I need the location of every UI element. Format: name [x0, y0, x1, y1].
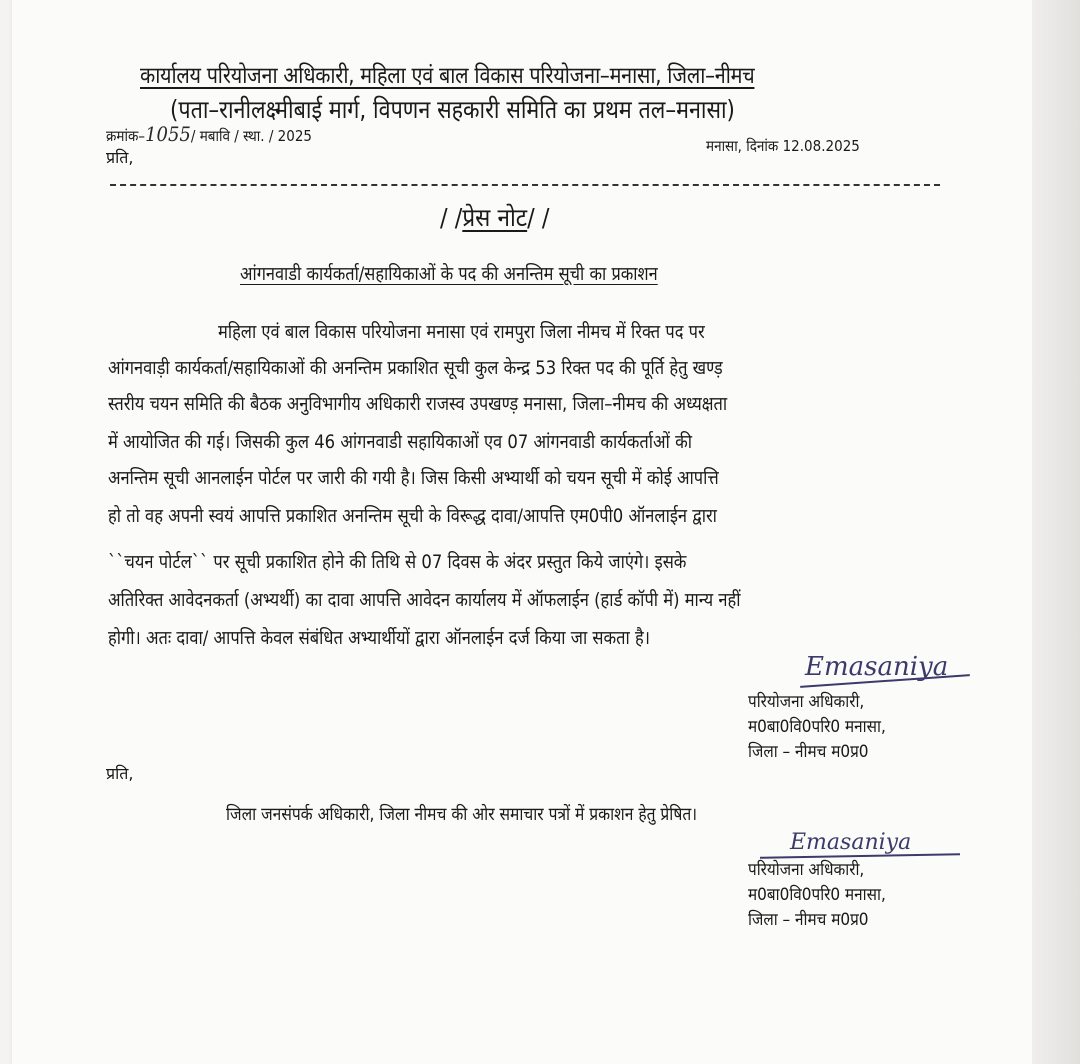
signature-block [748, 858, 886, 933]
office: म0बा0वि0परि0 मनासा, [748, 885, 886, 905]
body-line: अनन्तिम सूची आनलाईन पोर्टल पर जारी की गयी है। जिस किसी अभ्यार्थी को चयन सूची में कोई आपत्ति [108, 467, 719, 489]
title-slashes-left: / / [440, 203, 463, 232]
body-line: स्तरीय चयन समिति की बैठक अनुविभागीय अधिकारी राजस्व उपखण्ड़ मनासा, जिला–नीमच की अध्यक्षता [108, 393, 728, 415]
office-heading: कार्यालय परियोजना अधिकारी, महिला एवं बाल विकास परियोजना–मनासा, जिला–नीमच [140, 63, 755, 89]
title-text: प्रेस नोट [462, 203, 528, 232]
signature: Emasaniya [805, 652, 949, 682]
body-line: होगी। अतः दावा/ आपत्ति केवल संबंधित अभ्यार्थीयों द्वारा ऑनलाईन दर्ज किया जा सकता है। [108, 627, 650, 649]
subject-line: आंगनवाडी कार्यकर्ता/सहायिकाओं के पद की अनन्तिम सूची का प्रकाशन [240, 263, 658, 285]
press-note-title [440, 200, 549, 234]
designation: परियोजना अधिकारी, [748, 860, 865, 880]
body-line: में आयोजित की गई। जिसकी कुल 46 आंगनवाडी सहायिकाओं एव 07 आंगनवाडी कार्यकर्ताओं की [108, 431, 692, 453]
reference-number [106, 122, 312, 146]
signature: Emasaniya [790, 830, 912, 855]
place-date: मनासा, दिनांक 12.08.2025 [706, 137, 860, 155]
divider [110, 184, 940, 186]
body-line: ``चयन पोर्टल`` पर सूची प्रकाशित होने की तिथि से 07 दिवस के अंदर प्रस्तुत किये जाएंगे। इसके [108, 551, 687, 573]
district: जिला – नीमच म0प्र0 [748, 910, 869, 930]
page-edge [1032, 0, 1080, 1064]
office: म0बा0वि0परि0 मनासा, [748, 717, 886, 737]
forward-text: जिला जनसंपर्क अधिकारी, जिला नीमच की ओर समाचार पत्रों में प्रकाशन हेतु प्रेषित। [226, 804, 698, 825]
signature-block [748, 690, 886, 765]
designation: परियोजना अधिकारी, [748, 692, 865, 712]
ref-suffix: / मबावि / स्था. / 2025 [190, 127, 313, 145]
ref-prefix: क्रमांक– [106, 127, 146, 145]
forward-to-label: प्रति, [106, 764, 134, 783]
body-line: आंगनवाड़ी कार्यकर्ता/सहायिकाओं की अनन्तिम प्रकाशित सूची कुल केन्द्र 53 रिक्त पद की पूर्ति हेतु खण्ड़ [108, 357, 723, 379]
body-line: महिला एवं बाल विकास परियोजना मनासा एवं रामपुरा जिला नीमच में रिक्त पद पर [218, 321, 705, 343]
district: जिला – नीमच म0प्र0 [748, 742, 869, 762]
ref-number-handwritten: 1055 [145, 122, 191, 146]
body-line: अतिरिक्त आवेदनकर्ता (अभ्यर्थी) का दावा आपत्ति आवेदन कार्यालय में ऑफलाईन (हार्ड कॉपी में) मान्य नहीं [108, 589, 741, 611]
to-label: प्रति, [106, 148, 134, 167]
body-line: हो तो वह अपनी स्वयं आपत्ति प्रकाशित अनन्तिम सूची के विरूद्ध दावा/आपत्ति एम0पी0 ऑनलाईन द्वारा [108, 505, 717, 527]
title-slashes-right: / / [527, 203, 550, 232]
office-address: (पता–रानीलक्ष्मीबाई मार्ग, विपणन सहकारी समिति का प्रथम तल–मनासा) [170, 95, 735, 124]
